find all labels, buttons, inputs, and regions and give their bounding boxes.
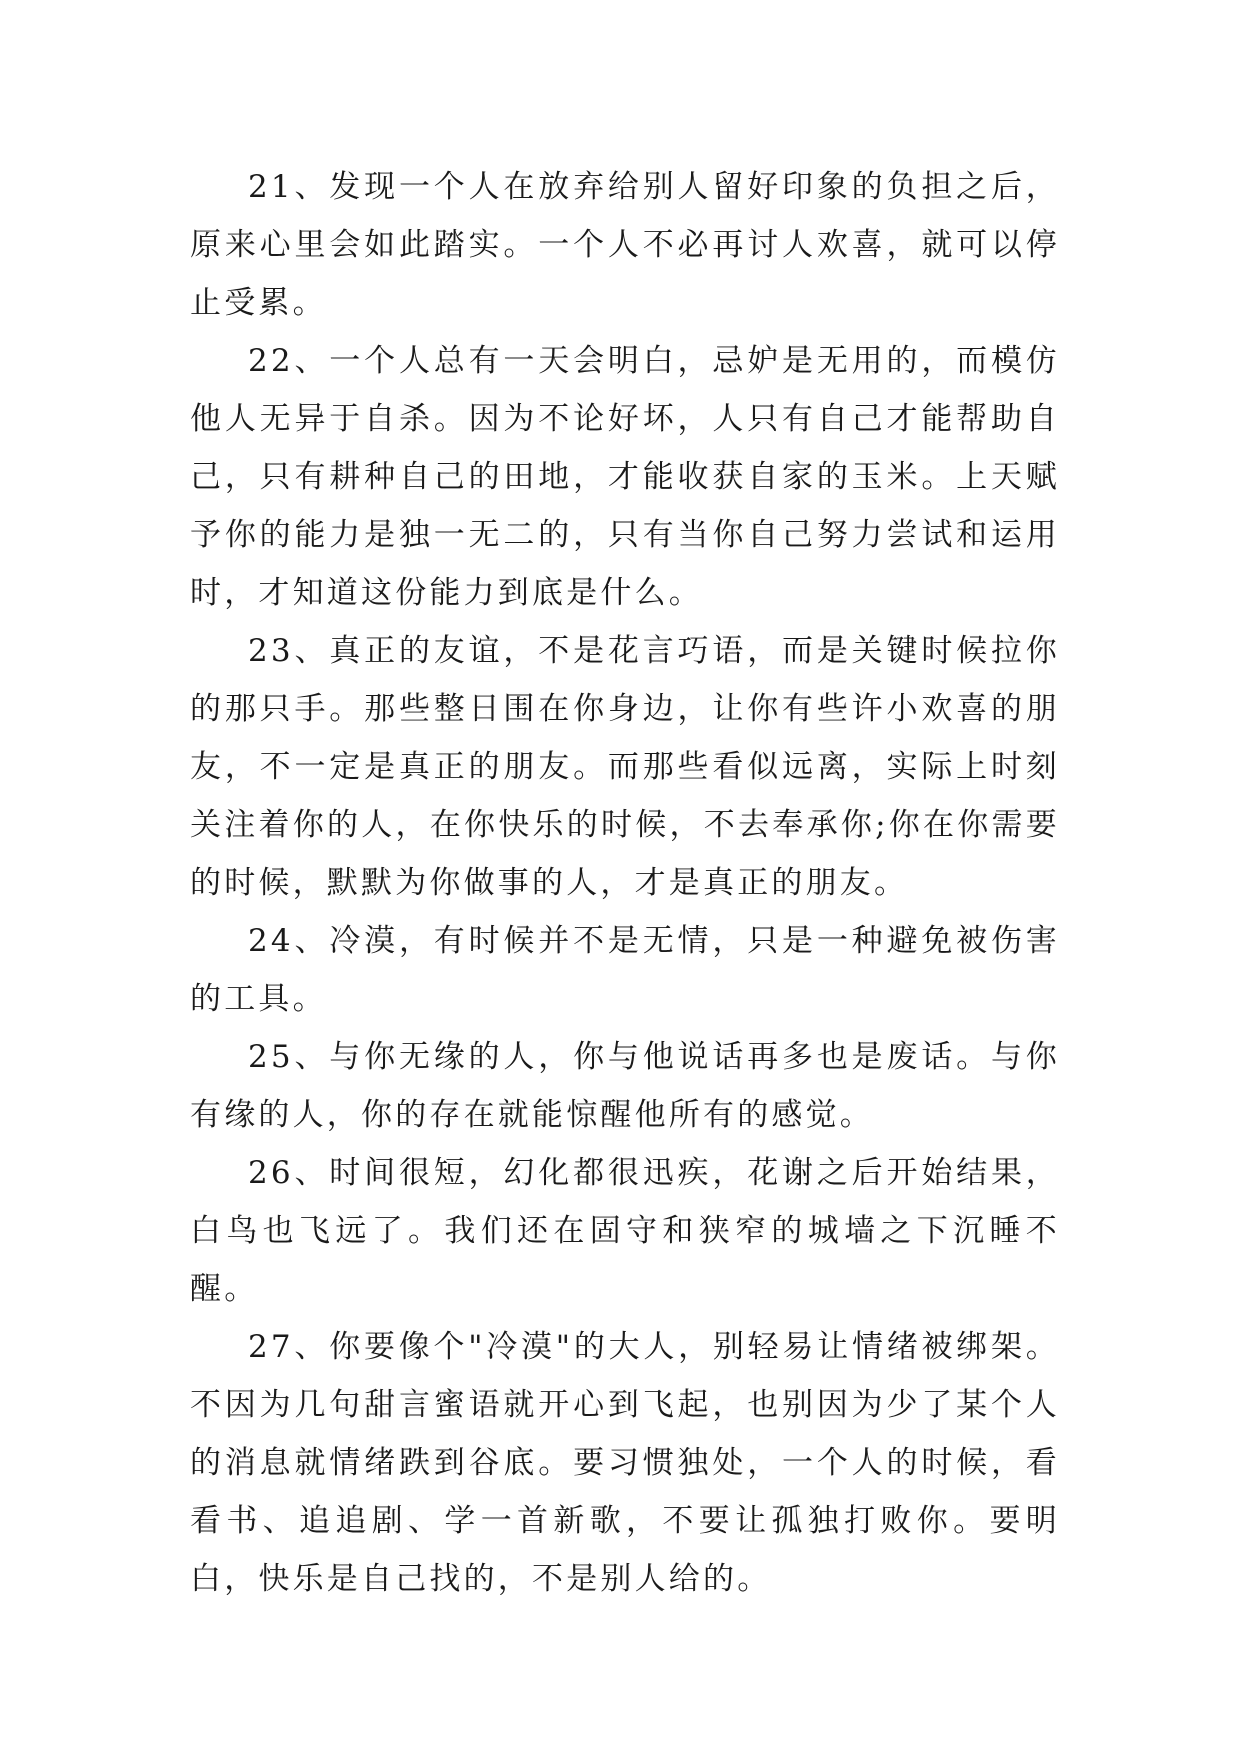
paragraph-25: 25、与你无缘的人，你与他说话再多也是废话。与你有缘的人，你的存在就能惊醒他所有的感觉。 xyxy=(190,1039,1060,1133)
document-body xyxy=(190,158,1060,1608)
paragraph-23: 23、真正的友谊，不是花言巧语，而是关键时候拉你的那只手。那些整日围在你身边，让你有些许小欢喜的朋友，不一定是真正的朋友。而那些看似远离，实际上时刻关注着你的人，在你快乐的时候，不去奉承你;你在你需要的时候，默默为你做事的人，才是真正的朋友。 xyxy=(190,633,1060,901)
paragraph-24: 24、冷漠，有时候并不是无情，只是一种避免被伤害的工具。 xyxy=(190,923,1060,1017)
paragraph-21: 21、发现一个人在放弃给别人留好印象的负担之后，原来心里会如此踏实。一个人不必再讨人欢喜，就可以停止受累。 xyxy=(190,169,1060,321)
paragraph-22: 22、一个人总有一天会明白，忌妒是无用的，而模仿他人无异于自杀。因为不论好坏，人只有自己才能帮助自己，只有耕种自己的田地，才能收获自家的玉米。上天赋予你的能力是独一无二的，只有当你自己努力尝试和运用时，才知道这份能力到底是什么。 xyxy=(190,343,1060,611)
paragraph-27: 27、你要像个"冷漠"的大人，别轻易让情绪被绑架。不因为几句甜言蜜语就开心到飞起，也别因为少了某个人的消息就情绪跌到谷底。要习惯独处，一个人的时候，看看书、追追剧、学一首新歌，不要让孤独打败你。要明白，快乐是自己找的，不是别人给的。 xyxy=(190,1329,1060,1597)
paragraph-26: 26、时间很短，幻化都很迅疾，花谢之后开始结果，白鸟也飞远了。我们还在固守和狭窄的城墙之下沉睡不醒。 xyxy=(190,1155,1060,1307)
